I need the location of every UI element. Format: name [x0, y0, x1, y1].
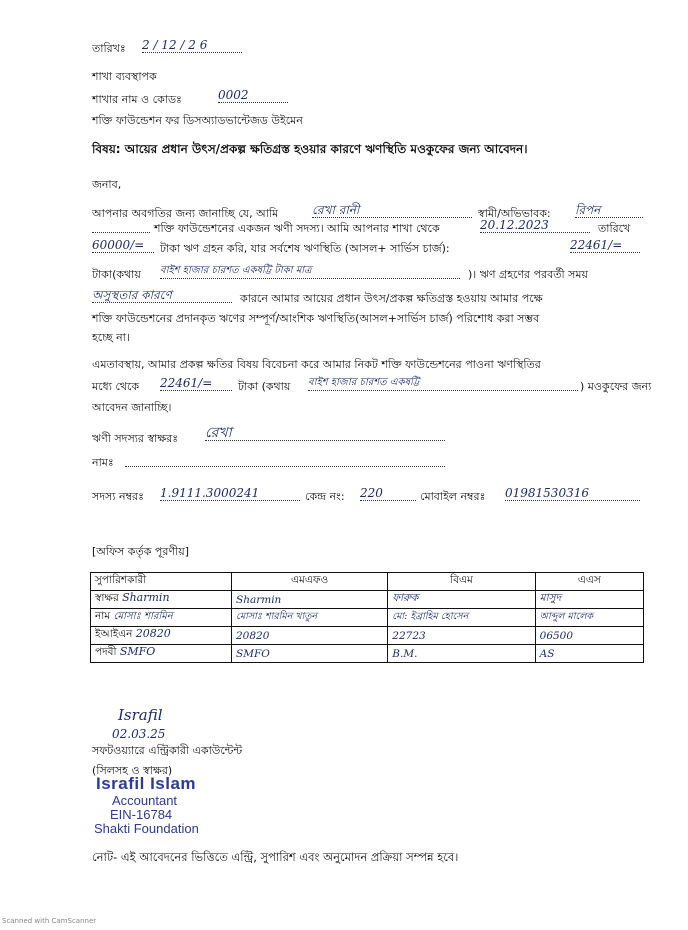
row-label: নাম মোসাঃ শারমিন: [91, 609, 232, 627]
table-cell: B.M.: [388, 645, 535, 663]
table-cell: 20820: [232, 627, 388, 645]
table-cell: মোসাঃ শারমিন খাতুন: [232, 609, 388, 627]
office-heading: [অফিস কর্তৃক পূরণীয়]: [92, 545, 189, 558]
member-number-label: সদস্য নম্বরঃ: [92, 490, 144, 503]
table-cell: মাসুদ: [535, 591, 643, 609]
office-row-ein: [91, 627, 644, 645]
table-cell: SMFO: [232, 645, 388, 663]
p2-line2-mid: টাকা (কথায়: [238, 380, 291, 393]
center-label: কেন্দ্র নং:: [305, 490, 345, 503]
date-value: 2 / 12 / 2 6: [142, 38, 242, 53]
damage-reason: অসুস্থতার কারণে: [92, 288, 232, 303]
p2-line2-start: মধ্যে থেকে: [92, 380, 140, 393]
office-row-name: [91, 609, 644, 627]
branch-code: 0002: [218, 88, 288, 103]
header-recommender: সুপারিশকারী: [91, 573, 232, 591]
member-name-label: নামঃ: [92, 456, 114, 469]
applicant-name: রেখা রানী: [312, 203, 472, 218]
office-row-designation: [91, 645, 644, 663]
stamp-name: Israfil Islam: [96, 774, 197, 793]
p1-line2-start: শক্তি ফাউন্ডেশনের একজন ঋণী সদস্য। আমি আপনার শাখা থেকে: [154, 222, 440, 235]
p1-line4-end: )। ঋণ গ্রহণের পরবর্তী সময়: [468, 268, 588, 281]
stamp-ein: EIN-16784: [110, 807, 173, 822]
date-label: তারিখঃ: [92, 42, 126, 55]
accountant-sub-label: (সিলসহ ও স্বাক্ষর): [92, 764, 173, 777]
table-cell: Sharmin: [232, 591, 388, 609]
stamp-title: Accountant: [112, 793, 178, 808]
branch-label: শাখার নাম ও কোডঃ: [92, 93, 182, 106]
p1-line6: শক্তি ফাউন্ডেশনের প্রদানকৃত ঋণের সম্পূর্ণ/আংশিক ঋণস্থিতি(আসল+সার্ভিস চার্জ) পরিশোধ করা সম্ভব: [92, 312, 540, 325]
p2-line2-end: ) মওকুফের জন্য: [580, 380, 652, 393]
member-name-blank: [125, 456, 445, 467]
p1-line1-start: আপনার অবগতির জন্য জানাচ্ছি যে, আমি: [92, 207, 279, 220]
p1-date-suffix: তারিখে: [598, 222, 631, 235]
salutation: জনাব,: [92, 178, 122, 191]
accountant-label: সফটওয়্যারে এন্ট্রিকারী একাউন্টেন্ট: [92, 744, 243, 757]
accountant-signature: Israfil: [118, 706, 163, 724]
header-bm: বিএম: [388, 573, 535, 591]
center-number: 220: [360, 486, 416, 501]
table-cell: আব্দুল মালেক: [535, 609, 643, 627]
stamp-org: Shakti Foundation: [94, 821, 199, 836]
member-signature: রেখা: [205, 426, 445, 441]
header-as: এএস: [535, 573, 643, 591]
mobile-label: মোবাইল নম্বরঃ: [420, 490, 486, 503]
mobile-number: 01981530316: [505, 486, 640, 501]
loan-amount: 60000/=: [92, 238, 154, 253]
p2-line3: আবেদন জানাচ্ছি।: [92, 401, 172, 414]
p1-line3: টাকা ঋণ গ্রহন করি, যার সর্বশেষ ঋণস্থিতি (আসল+ সার্ভিস চার্জ):: [160, 242, 450, 255]
loan-date: 20.12.2023: [480, 218, 590, 233]
row-label: ইআইএন 20820: [91, 627, 232, 645]
scanner-footer: Scanned with CamScanner: [2, 917, 97, 925]
p1-line5: কারনে আমার আয়ের প্রধান উৎস/প্রকল্প ক্ষতিগ্রস্ত হওয়ায় আমার পক্ষে: [240, 292, 543, 305]
row-label: স্বাক্ষর Sharmin: [91, 591, 232, 609]
office-table: [90, 572, 644, 663]
member-number: 1.9111.3000241: [160, 486, 300, 501]
accountant-sign-date: 02.03.25: [112, 727, 166, 741]
member-signature-label: ঋণী সদস্যর স্বাক্ষরঃ: [92, 432, 179, 445]
table-cell: AS: [535, 645, 643, 663]
waiver-amount: 22461/=: [160, 376, 232, 391]
waiver-in-words: বাইশ হাজার চারশত একষট্টি: [308, 376, 578, 391]
loan-balance: 22461/=: [570, 238, 640, 253]
table-cell: 06500: [535, 627, 643, 645]
header-mfo: এমএফও: [232, 573, 388, 591]
subject-line: বিষয়: আয়ের প্রধান উৎস/প্রকল্প ক্ষতিগ্রস্ত হওয়ার কারণে ঋণস্থিতি মওকুফের জন্য আবেদন।: [92, 142, 528, 156]
table-cell: 22723: [388, 627, 535, 645]
table-cell: ফারুক: [388, 591, 535, 609]
p1-line4-start: টাকা(কথায়: [92, 268, 141, 281]
p1-guardian-label: স্বামী/অভিভাবক:: [478, 207, 551, 220]
note-text: নোট- এই আবেদনের ভিত্তিতে এন্ট্রি, সুপারিশ এবং অনুমোদন প্রক্রিয়া সম্পন্ন হবে।: [92, 850, 459, 864]
organization-name: শক্তি ফাউন্ডেশন ফর ডিসঅ্যাডভান্টেজড উইমেন: [92, 114, 303, 127]
office-row-signature: [91, 591, 644, 609]
row-label: পদবী SMFO: [91, 645, 232, 663]
p1-line7: হচ্ছে না।: [92, 331, 130, 344]
addressee-title: শাখা ব্যবস্থাপক: [92, 70, 157, 83]
balance-in-words: বাইশ হাজার চারশত একষট্টি টাকা মাত্র: [160, 264, 460, 279]
p2-line1: এমতাবস্থায়, আমার প্রকল্প ক্ষতির বিষয় বিবেচনা করে আমার নিকট শক্তি ফাউন্ডেশনের পাওনা ঋণস্থিতির: [92, 358, 541, 371]
office-header-row: [91, 573, 644, 591]
guardian-name: রিপন: [575, 203, 643, 218]
table-cell: মো: ইব্রাহিম হোসেন: [388, 609, 535, 627]
p1-blank: [92, 222, 150, 233]
